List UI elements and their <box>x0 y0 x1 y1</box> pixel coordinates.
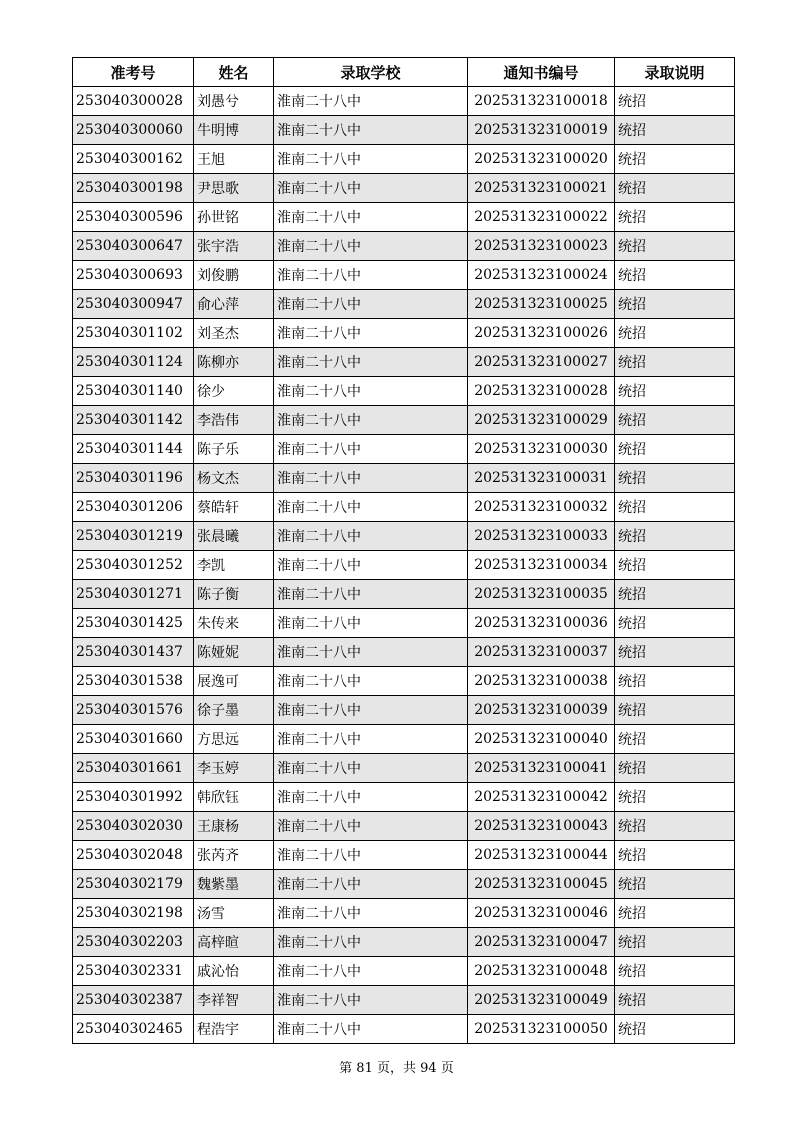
header-school: 录取学校 <box>274 58 468 87</box>
footer-page-number: 81 <box>356 1061 373 1076</box>
cell-school: 淮南二十八中 <box>274 609 468 638</box>
cell-notice-number: 202531323100048 <box>468 957 615 986</box>
cell-school: 淮南二十八中 <box>274 725 468 754</box>
footer-middle: 页，共 <box>376 1061 416 1076</box>
cell-exam-number: 253040301206 <box>73 493 194 522</box>
cell-school: 淮南二十八中 <box>274 319 468 348</box>
cell-school: 淮南二十八中 <box>274 754 468 783</box>
cell-exam-number: 253040300028 <box>73 87 194 116</box>
cell-school: 淮南二十八中 <box>274 493 468 522</box>
table-header-row <box>73 58 735 87</box>
header-notice-number: 通知书编号 <box>468 58 615 87</box>
cell-admission-note: 统招 <box>615 435 735 464</box>
cell-name: 张芮齐 <box>194 841 274 870</box>
cell-name: 韩欣钰 <box>194 783 274 812</box>
cell-school: 淮南二十八中 <box>274 870 468 899</box>
cell-name: 刘俊鹏 <box>194 261 274 290</box>
cell-notice-number: 202531323100019 <box>468 116 615 145</box>
cell-school: 淮南二十八中 <box>274 87 468 116</box>
footer-total-pages: 94 <box>420 1061 437 1076</box>
cell-school: 淮南二十八中 <box>274 928 468 957</box>
table-row <box>73 725 735 754</box>
table-row <box>73 406 735 435</box>
cell-notice-number: 202531323100018 <box>468 87 615 116</box>
table-row <box>73 783 735 812</box>
cell-notice-number: 202531323100041 <box>468 754 615 783</box>
cell-notice-number: 202531323100050 <box>468 1015 615 1044</box>
cell-admission-note: 统招 <box>615 1015 735 1044</box>
cell-notice-number: 202531323100030 <box>468 435 615 464</box>
table-row <box>73 928 735 957</box>
table-row <box>73 464 735 493</box>
cell-exam-number: 253040302179 <box>73 870 194 899</box>
cell-school: 淮南二十八中 <box>274 899 468 928</box>
cell-notice-number: 202531323100037 <box>468 638 615 667</box>
table-row <box>73 87 735 116</box>
table-row <box>73 696 735 725</box>
cell-admission-note: 统招 <box>615 87 735 116</box>
cell-exam-number: 253040302331 <box>73 957 194 986</box>
cell-admission-note: 统招 <box>615 145 735 174</box>
cell-exam-number: 253040302203 <box>73 928 194 957</box>
cell-school: 淮南二十八中 <box>274 116 468 145</box>
cell-exam-number: 253040301271 <box>73 580 194 609</box>
cell-admission-note: 统招 <box>615 464 735 493</box>
cell-exam-number: 253040301124 <box>73 348 194 377</box>
table-row <box>73 580 735 609</box>
table-row <box>73 290 735 319</box>
table-row <box>73 870 735 899</box>
cell-name: 张晨曦 <box>194 522 274 551</box>
cell-admission-note: 统招 <box>615 783 735 812</box>
table-row <box>73 493 735 522</box>
table-row <box>73 986 735 1015</box>
cell-notice-number: 202531323100046 <box>468 899 615 928</box>
cell-notice-number: 202531323100043 <box>468 812 615 841</box>
table-row <box>73 348 735 377</box>
cell-name: 牛明博 <box>194 116 274 145</box>
cell-name: 杨文杰 <box>194 464 274 493</box>
cell-name: 王康杨 <box>194 812 274 841</box>
cell-school: 淮南二十八中 <box>274 377 468 406</box>
cell-admission-note: 统招 <box>615 725 735 754</box>
cell-admission-note: 统招 <box>615 638 735 667</box>
cell-notice-number: 202531323100049 <box>468 986 615 1015</box>
cell-exam-number: 253040301538 <box>73 667 194 696</box>
cell-name: 刘圣杰 <box>194 319 274 348</box>
cell-name: 刘愚兮 <box>194 87 274 116</box>
table-row <box>73 667 735 696</box>
cell-exam-number: 253040301140 <box>73 377 194 406</box>
table-row <box>73 609 735 638</box>
cell-name: 陈柳亦 <box>194 348 274 377</box>
cell-school: 淮南二十八中 <box>274 1015 468 1044</box>
cell-name: 陈子乐 <box>194 435 274 464</box>
admission-table <box>72 57 735 1044</box>
table-row <box>73 1015 735 1044</box>
table-row <box>73 116 735 145</box>
cell-notice-number: 202531323100033 <box>468 522 615 551</box>
cell-exam-number: 253040300693 <box>73 261 194 290</box>
cell-school: 淮南二十八中 <box>274 174 468 203</box>
cell-school: 淮南二十八中 <box>274 290 468 319</box>
cell-notice-number: 202531323100020 <box>468 145 615 174</box>
cell-notice-number: 202531323100028 <box>468 377 615 406</box>
cell-notice-number: 202531323100031 <box>468 464 615 493</box>
header-exam-number: 准考号 <box>73 58 194 87</box>
cell-exam-number: 253040301576 <box>73 696 194 725</box>
table-row <box>73 174 735 203</box>
cell-exam-number: 253040301437 <box>73 638 194 667</box>
cell-exam-number: 253040302387 <box>73 986 194 1015</box>
cell-admission-note: 统招 <box>615 522 735 551</box>
cell-admission-note: 统招 <box>615 551 735 580</box>
cell-school: 淮南二十八中 <box>274 841 468 870</box>
cell-notice-number: 202531323100021 <box>468 174 615 203</box>
cell-name: 徐子墨 <box>194 696 274 725</box>
cell-name: 戚沁怡 <box>194 957 274 986</box>
header-name: 姓名 <box>194 58 274 87</box>
cell-exam-number: 253040302198 <box>73 899 194 928</box>
cell-admission-note: 统招 <box>615 957 735 986</box>
cell-notice-number: 202531323100022 <box>468 203 615 232</box>
page-footer <box>0 1057 793 1076</box>
cell-school: 淮南二十八中 <box>274 145 468 174</box>
cell-admission-note: 统招 <box>615 812 735 841</box>
cell-school: 淮南二十八中 <box>274 464 468 493</box>
cell-school: 淮南二十八中 <box>274 783 468 812</box>
footer-prefix: 第 <box>339 1061 353 1076</box>
cell-school: 淮南二十八中 <box>274 696 468 725</box>
cell-school: 淮南二十八中 <box>274 667 468 696</box>
cell-admission-note: 统招 <box>615 986 735 1015</box>
cell-admission-note: 统招 <box>615 841 735 870</box>
table-row <box>73 957 735 986</box>
cell-notice-number: 202531323100044 <box>468 841 615 870</box>
cell-name: 李凯 <box>194 551 274 580</box>
cell-admission-note: 统招 <box>615 261 735 290</box>
cell-exam-number: 253040300060 <box>73 116 194 145</box>
cell-exam-number: 253040301196 <box>73 464 194 493</box>
cell-name: 尹思歌 <box>194 174 274 203</box>
table-row <box>73 377 735 406</box>
cell-notice-number: 202531323100040 <box>468 725 615 754</box>
cell-admission-note: 统招 <box>615 377 735 406</box>
cell-admission-note: 统招 <box>615 696 735 725</box>
cell-exam-number: 253040301142 <box>73 406 194 435</box>
table-row <box>73 522 735 551</box>
cell-name: 陈子衡 <box>194 580 274 609</box>
cell-notice-number: 202531323100024 <box>468 261 615 290</box>
cell-school: 淮南二十八中 <box>274 435 468 464</box>
cell-name: 李祥智 <box>194 986 274 1015</box>
cell-name: 蔡皓轩 <box>194 493 274 522</box>
cell-name: 张宇浩 <box>194 232 274 261</box>
cell-school: 淮南二十八中 <box>274 261 468 290</box>
cell-admission-note: 统招 <box>615 580 735 609</box>
cell-admission-note: 统招 <box>615 493 735 522</box>
cell-notice-number: 202531323100026 <box>468 319 615 348</box>
cell-school: 淮南二十八中 <box>274 551 468 580</box>
cell-notice-number: 202531323100047 <box>468 928 615 957</box>
cell-name: 李玉婷 <box>194 754 274 783</box>
cell-school: 淮南二十八中 <box>274 812 468 841</box>
footer-suffix: 页 <box>440 1061 454 1076</box>
cell-name: 王旭 <box>194 145 274 174</box>
cell-exam-number: 253040301252 <box>73 551 194 580</box>
table-row <box>73 203 735 232</box>
cell-exam-number: 253040302465 <box>73 1015 194 1044</box>
cell-exam-number: 253040301219 <box>73 522 194 551</box>
cell-exam-number: 253040301144 <box>73 435 194 464</box>
cell-school: 淮南二十八中 <box>274 203 468 232</box>
table-row <box>73 638 735 667</box>
cell-exam-number: 253040300647 <box>73 232 194 261</box>
cell-school: 淮南二十八中 <box>274 638 468 667</box>
cell-admission-note: 统招 <box>615 203 735 232</box>
cell-admission-note: 统招 <box>615 406 735 435</box>
cell-name: 程浩宇 <box>194 1015 274 1044</box>
cell-school: 淮南二十八中 <box>274 348 468 377</box>
cell-exam-number: 253040300596 <box>73 203 194 232</box>
table-row <box>73 551 735 580</box>
cell-notice-number: 202531323100036 <box>468 609 615 638</box>
cell-notice-number: 202531323100042 <box>468 783 615 812</box>
cell-exam-number: 253040302048 <box>73 841 194 870</box>
header-admission-note: 录取说明 <box>615 58 735 87</box>
cell-admission-note: 统招 <box>615 348 735 377</box>
cell-admission-note: 统招 <box>615 319 735 348</box>
table-row <box>73 841 735 870</box>
cell-school: 淮南二十八中 <box>274 957 468 986</box>
cell-notice-number: 202531323100029 <box>468 406 615 435</box>
cell-notice-number: 202531323100032 <box>468 493 615 522</box>
table-row <box>73 232 735 261</box>
table-row <box>73 754 735 783</box>
cell-notice-number: 202531323100038 <box>468 667 615 696</box>
table-row <box>73 261 735 290</box>
cell-name: 李浩伟 <box>194 406 274 435</box>
cell-exam-number: 253040301992 <box>73 783 194 812</box>
cell-school: 淮南二十八中 <box>274 232 468 261</box>
cell-admission-note: 统招 <box>615 754 735 783</box>
cell-exam-number: 253040302030 <box>73 812 194 841</box>
cell-notice-number: 202531323100045 <box>468 870 615 899</box>
cell-name: 展逸可 <box>194 667 274 696</box>
cell-notice-number: 202531323100027 <box>468 348 615 377</box>
cell-exam-number: 253040300947 <box>73 290 194 319</box>
cell-name: 汤雪 <box>194 899 274 928</box>
cell-exam-number: 253040301102 <box>73 319 194 348</box>
cell-name: 孙世铭 <box>194 203 274 232</box>
table-row <box>73 145 735 174</box>
cell-notice-number: 202531323100039 <box>468 696 615 725</box>
cell-admission-note: 统招 <box>615 667 735 696</box>
cell-admission-note: 统招 <box>615 232 735 261</box>
cell-admission-note: 统招 <box>615 870 735 899</box>
cell-exam-number: 253040300162 <box>73 145 194 174</box>
cell-name: 方思远 <box>194 725 274 754</box>
cell-admission-note: 统招 <box>615 174 735 203</box>
cell-admission-note: 统招 <box>615 928 735 957</box>
cell-name: 陈娅妮 <box>194 638 274 667</box>
cell-name: 俞心萍 <box>194 290 274 319</box>
cell-admission-note: 统招 <box>615 609 735 638</box>
cell-name: 魏紫墨 <box>194 870 274 899</box>
cell-name: 高梓暄 <box>194 928 274 957</box>
cell-admission-note: 统招 <box>615 290 735 319</box>
table-row <box>73 319 735 348</box>
cell-notice-number: 202531323100034 <box>468 551 615 580</box>
cell-school: 淮南二十八中 <box>274 580 468 609</box>
cell-exam-number: 253040301661 <box>73 754 194 783</box>
table-row <box>73 812 735 841</box>
cell-name: 徐少 <box>194 377 274 406</box>
cell-school: 淮南二十八中 <box>274 406 468 435</box>
cell-name: 朱传来 <box>194 609 274 638</box>
cell-admission-note: 统招 <box>615 116 735 145</box>
table-row <box>73 435 735 464</box>
cell-exam-number: 253040301660 <box>73 725 194 754</box>
cell-school: 淮南二十八中 <box>274 522 468 551</box>
cell-notice-number: 202531323100025 <box>468 290 615 319</box>
table-body <box>73 87 735 1044</box>
cell-exam-number: 253040300198 <box>73 174 194 203</box>
cell-notice-number: 202531323100035 <box>468 580 615 609</box>
table-row <box>73 899 735 928</box>
cell-notice-number: 202531323100023 <box>468 232 615 261</box>
cell-school: 淮南二十八中 <box>274 986 468 1015</box>
cell-admission-note: 统招 <box>615 899 735 928</box>
cell-exam-number: 253040301425 <box>73 609 194 638</box>
